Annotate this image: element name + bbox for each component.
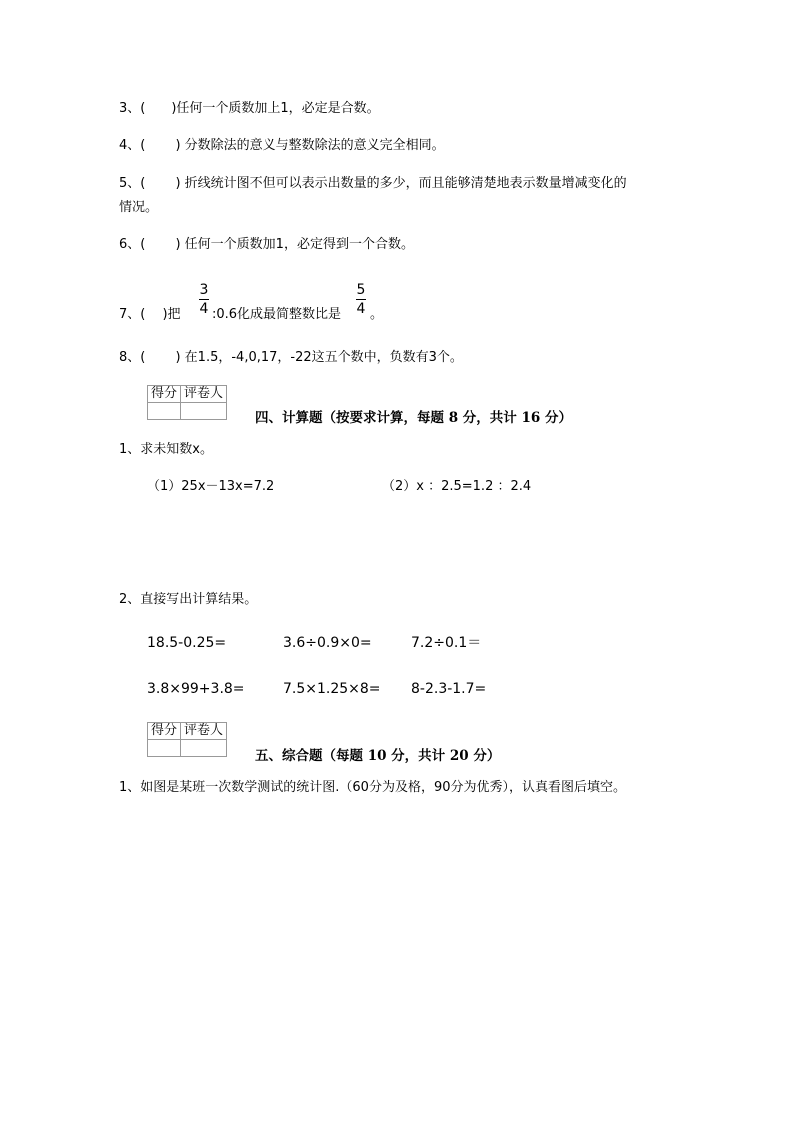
question-8: 8、( ) 在1.5，-4,0,17，-22这五个数中，负数有3个。 (119, 350, 463, 365)
fraction-denominator: 4 (199, 301, 209, 317)
section-4-question-2: 2、直接写出计算结果。 (119, 592, 258, 607)
score-label: 得分 (148, 723, 181, 740)
calc-item: 8-2.3-1.7= (411, 681, 487, 697)
question-7-prefix: 7、( )把 (119, 307, 181, 322)
fraction-denominator: 4 (356, 301, 366, 317)
score-box (147, 385, 227, 420)
question-7-end: 。 (370, 307, 384, 322)
section-5-question-1: 1、如图是某班一次数学测试的统计图.（60分为及格，90分为优秀），认真看图后填空。 (119, 780, 626, 795)
fraction-numerator: 5 (356, 282, 366, 298)
fraction-bar (356, 299, 366, 300)
section-4-title: 四、计算题（按要求计算，每题 8 分，共计 16 分） (255, 410, 572, 426)
question-6: 6、( ) 任何一个质数加1，必定得到一个合数。 (119, 237, 414, 252)
question-3: 3、( )任何一个质数加上1，必定是合数。 (119, 101, 380, 116)
section-5-title: 五、综合题（每题 10 分，共计 20 分） (255, 748, 501, 764)
calc-item: 3.8×99+3.8= (147, 681, 245, 697)
grader-label: 评卷人 (181, 723, 227, 740)
grader-cell (181, 403, 227, 420)
calc-item: 7.2÷0.1＝ (411, 635, 482, 651)
grader-cell (181, 740, 227, 757)
score-label: 得分 (148, 386, 181, 403)
equation-2: （2）x ：2.5=1.2 ：2.4 (382, 479, 532, 494)
section-4-question-1: 1、求未知数x。 (119, 442, 213, 457)
fraction-numerator: 3 (199, 282, 209, 298)
question-4: 4、( ) 分数除法的意义与整数除法的意义完全相同。 (119, 138, 445, 153)
equation-1: （1）25x－13x=7.2 (147, 479, 275, 494)
calc-item: 3.6÷0.9×0= (283, 635, 372, 651)
grader-label: 评卷人 (181, 386, 227, 403)
score-cell (148, 403, 181, 420)
score-box (147, 722, 227, 757)
question-5-line-1: 5、( ) 折线统计图不但可以表示出数量的多少，而且能够清楚地表示数量增减变化的 (119, 176, 627, 191)
question-7-middle: :0.6化成最简整数比是 (212, 307, 342, 322)
score-cell (148, 740, 181, 757)
calc-item: 18.5-0.25= (147, 635, 227, 651)
calc-item: 7.5×1.25×8= (283, 681, 381, 697)
fraction-five-quarters (356, 282, 366, 317)
fraction-three-quarters (199, 282, 209, 317)
question-5-line-2: 情况。 (119, 200, 159, 215)
fraction-bar (199, 299, 209, 300)
